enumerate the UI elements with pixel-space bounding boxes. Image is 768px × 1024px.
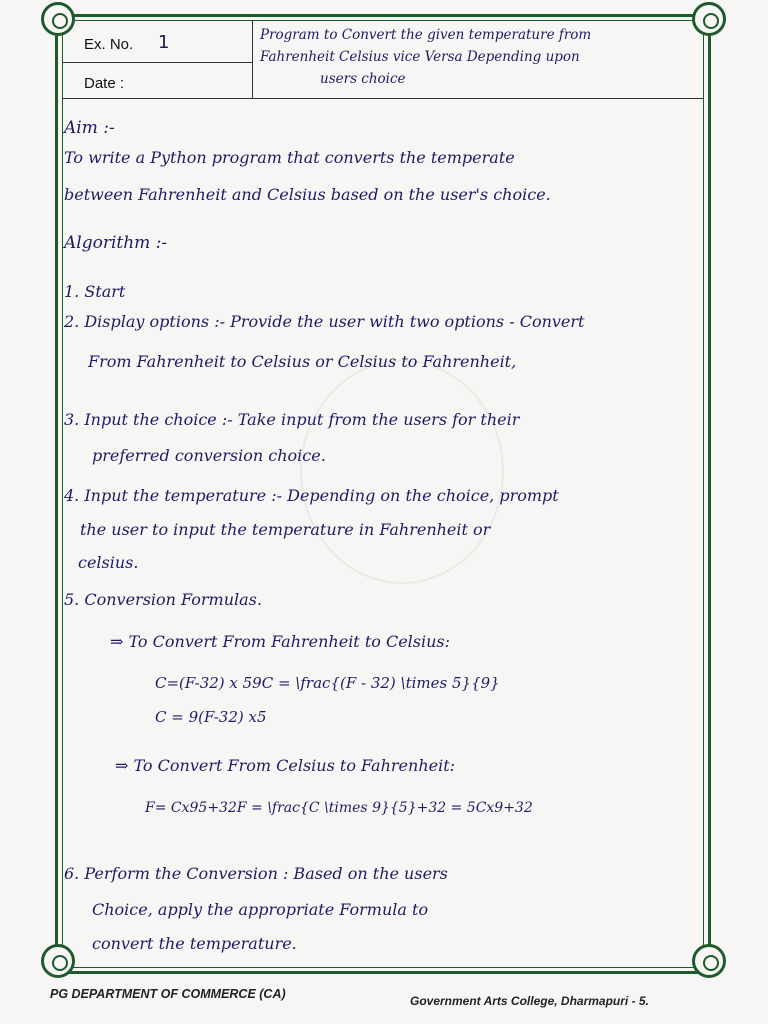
header-left-cell	[62, 20, 253, 98]
algorithm-line: celsius.	[78, 553, 139, 572]
title-line: users choice	[320, 71, 406, 87]
formula-line: C=(F-32) x 59C = \frac{(F - 32) \times 5}{9}	[155, 674, 500, 692]
aim-line: To write a Python program that converts the temperate	[64, 148, 515, 167]
algorithm-line: From Fahrenheit to Celsius or Celsius to Fahrenheit,	[88, 352, 517, 371]
title-line: Program to Convert the given temperature from	[260, 27, 592, 43]
footer-college: Government Arts College, Dharmapuri - 5.	[410, 994, 649, 1008]
aim-line: between Fahrenheit and Celsius based on the user's choice.	[64, 185, 551, 204]
algorithm-line: ⇒ To Convert From Fahrenheit to Celsius:	[110, 632, 451, 651]
ex-no-label: Ex. No.	[84, 36, 134, 53]
algorithm-line: 6. Perform the Conversion : Based on the users	[64, 864, 448, 883]
header-divider	[62, 62, 252, 63]
corner-ornament-icon	[41, 944, 75, 978]
title-line: Fahrenheit Celsius vice Versa Depending upon	[260, 49, 580, 65]
formula-line: F= Cx95+32F = \frac{C \times 9}{5}+32 = 5Cx9+32	[145, 800, 533, 816]
algorithm-line: preferred conversion choice.	[92, 446, 326, 465]
page-header	[62, 20, 704, 99]
ex-no-value: 1	[158, 32, 170, 53]
aim-heading: Aim :-	[64, 118, 115, 138]
algorithm-line: ⇒ To Convert From Celsius to Fahrenheit:	[115, 756, 456, 775]
algorithm-line: 5. Conversion Formulas.	[64, 590, 262, 609]
formula-line: C = 9(F-32) x5	[155, 708, 267, 726]
corner-ornament-icon	[692, 944, 726, 978]
algorithm-line: 2. Display options :- Provide the user with two options - Convert	[64, 312, 585, 331]
exercise-title	[260, 24, 700, 90]
algorithm-line: Choice, apply the appropriate Formula to	[92, 900, 429, 919]
algorithm-line: 4. Input the temperature :- Depending on the choice, prompt	[64, 486, 559, 505]
date-label: Date :	[84, 75, 125, 92]
algorithm-line: 3. Input the choice :- Take input from the users for their	[64, 410, 520, 429]
algorithm-line: the user to input the temperature in Fahrenheit or	[80, 520, 491, 539]
algorithm-line: 1. Start	[64, 282, 126, 301]
algorithm-heading: Algorithm :-	[64, 233, 168, 253]
algorithm-line: convert the temperature.	[92, 934, 297, 953]
footer-department: PG DEPARTMENT OF COMMERCE (CA)	[50, 987, 286, 1001]
